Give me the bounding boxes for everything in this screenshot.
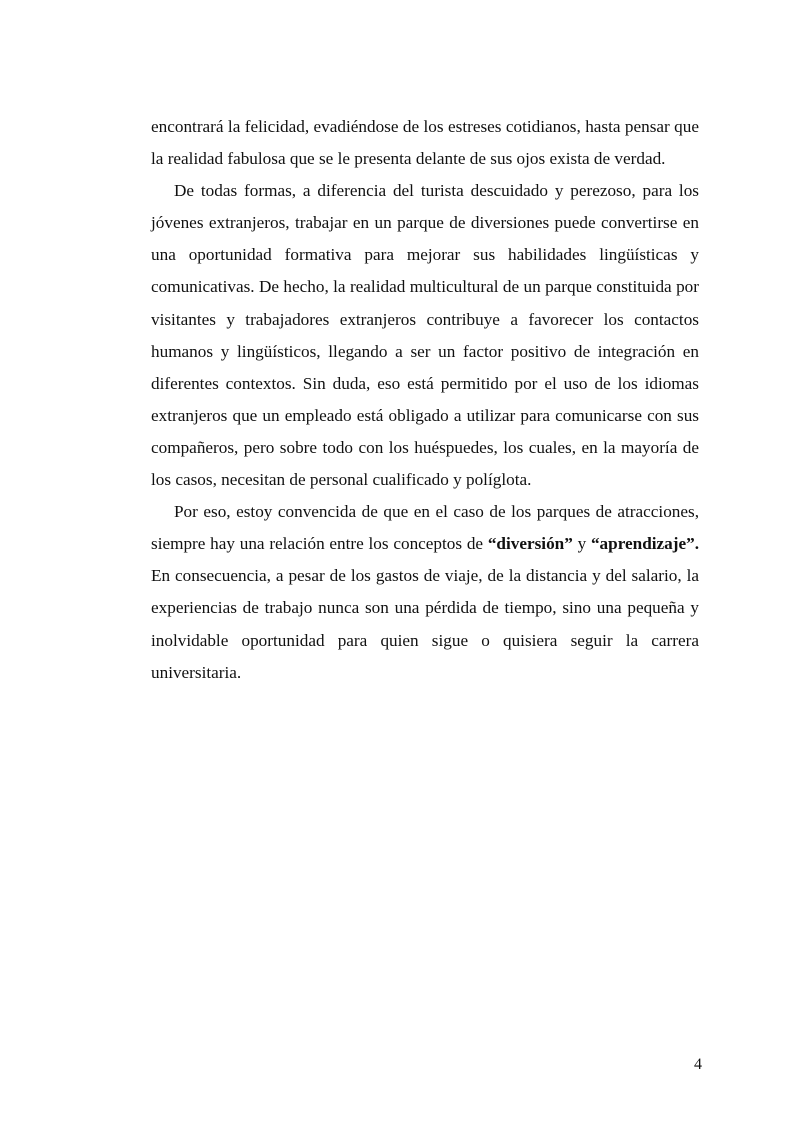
term-aprendizaje: “aprendizaje”.: [590, 534, 700, 554]
body-text: [151, 111, 699, 689]
paragraph-3: [151, 496, 699, 689]
page-number: 4: [694, 1056, 702, 1073]
term-diversion: “diversión”: [487, 534, 573, 554]
paragraph-3-text-a: Por eso, estoy convencida de que en el caso de los parques de atracciones, siempre hay una relación entre los conceptos de: [151, 502, 699, 554]
paragraph-1: encontrará la felicidad, evadiéndose de los estreses cotidianos, hasta pensar que la realidad fabulosa que se le presenta delante de sus ojos exista de verdad.: [151, 117, 699, 169]
paragraph-3-text-b: y: [572, 534, 591, 554]
paragraph-2: De todas formas, a diferencia del turista descuidado y perezoso, para los jóvenes extranjeros, trabajar en un parque de diversiones puede convertirse en una oportunidad formativa para mejorar sus habilidades lingüísticas y comunicativas. De hecho, la realidad multicultural de un parque constituida por visitantes y trabajadores extranjeros contribuye a favorecer los contactos humanos y lingüísticos, llegando a ser un factor positivo de integración en diferentes contextos. Sin duda, eso está permitido por el uso de los idiomas extranjeros que un empleado está obligado a utilizar para comunicarse con sus compañeros, pero sobre todo con los huéspuedes, los cuales, en la mayoría de los casos, necesitan de personal cualificado y políglota.: [151, 181, 699, 490]
paragraph-3-text-c: En consecuencia, a pesar de los gastos de viaje, de la distancia y del salario, la experiencias de trabajo nunca son una pérdida de tiempo, sino una pequeña y inolvidable oportunidad para quien sigue o quisiera seguir la carrera universitaria.: [151, 566, 699, 682]
